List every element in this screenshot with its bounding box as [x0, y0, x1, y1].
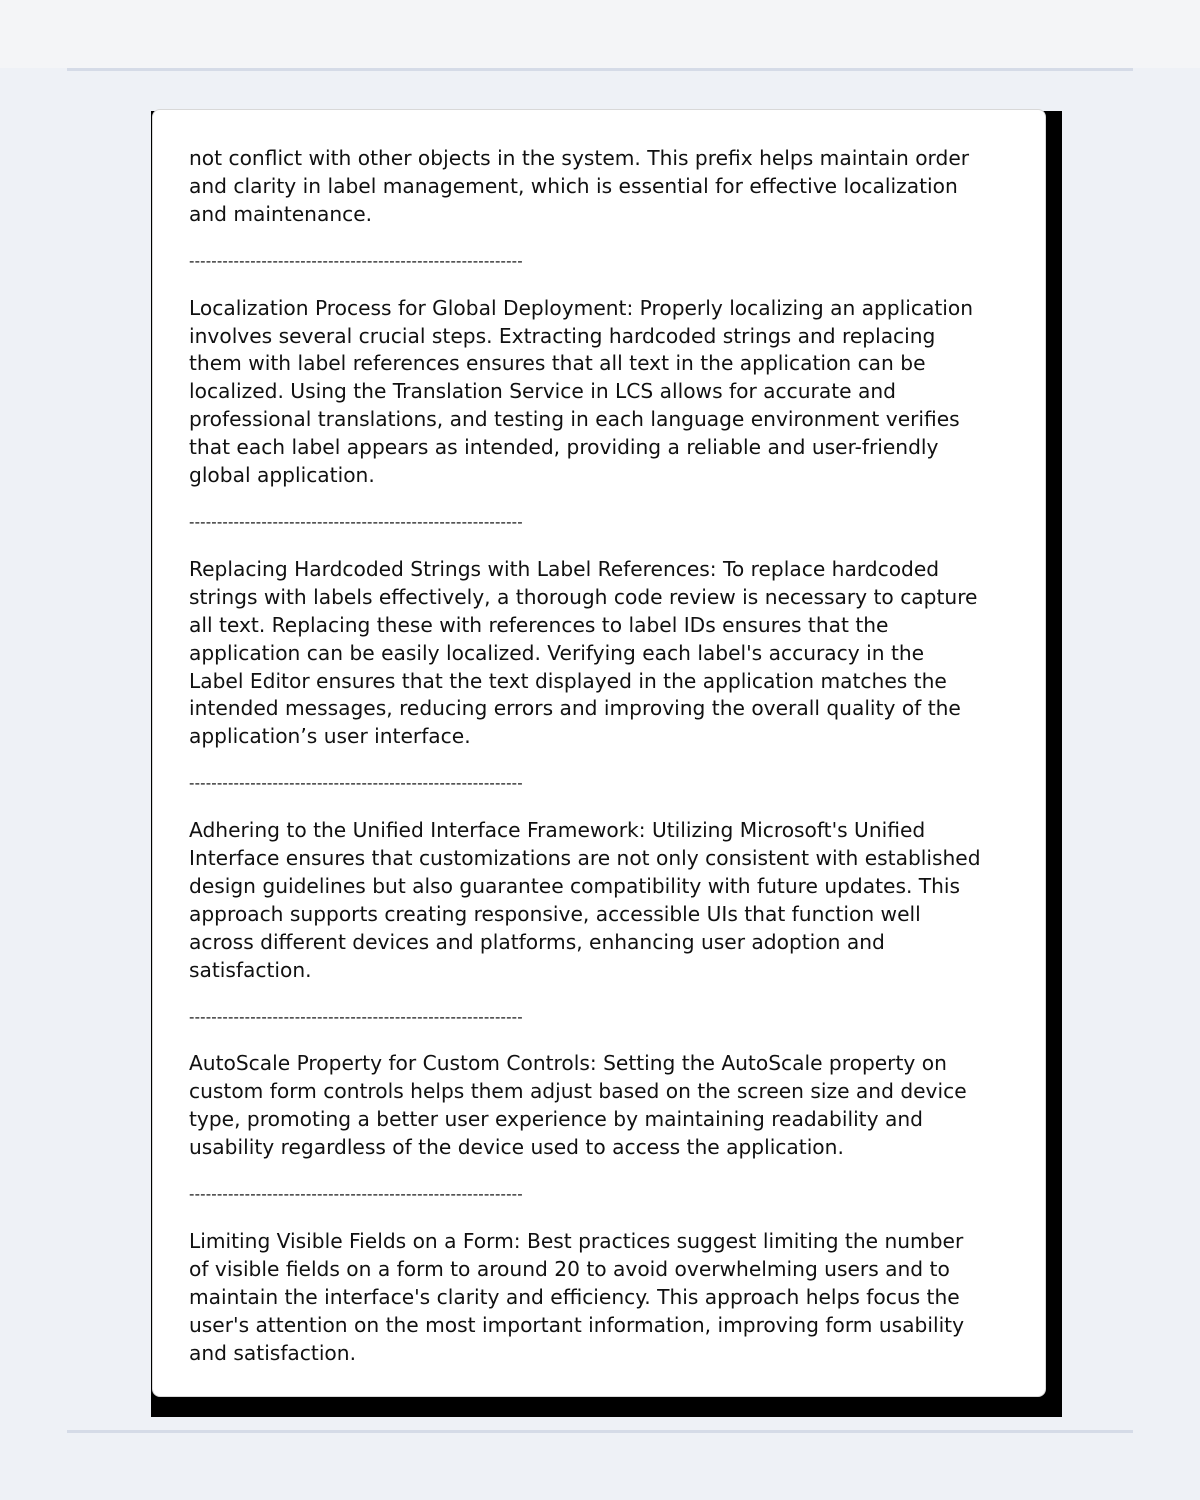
separator-line: ------------------------------------------------------------	[189, 512, 523, 531]
top-bar	[0, 0, 1200, 68]
separator-line: ------------------------------------------------------------	[189, 774, 523, 793]
separator-line: ------------------------------------------------------------	[189, 251, 523, 270]
top-divider	[67, 68, 1133, 71]
paragraph-localization-process: Localization Process for Global Deployment: Properly localizing an application involves several crucial steps. Extracting hardcoded strings and replacing them with label references ensures that all text in the application can be localized. Using the Translation Service in LCS allows for accurate and professional translations, and testing in each language environment verifies that each label appears as intended, providing a reliable and user-friendly global application.	[189, 295, 974, 488]
separator-line: ------------------------------------------------------------	[189, 1185, 523, 1204]
paragraph-autoscale-property: AutoScale Property for Custom Controls: Setting the AutoScale property on custom form controls helps them adjust based on the screen size and device type, promoting a better user experience by maintaining readability and usability regardless of the device used to access the application.	[189, 1051, 967, 1160]
paragraph-replacing-hardcoded-strings: Replacing Hardcoded Strings with Label References: To replace hardcoded strings with labels effectively, a thorough code review is necessary to capture all text. Replacing these with references to label IDs ensures that the application can be easily localized. Verifying each label's accuracy in the Label Editor ensures that the text displayed in the application matches the intended messages, reducing errors and improving the overall quality of the application’s user interface.	[189, 556, 978, 749]
paragraph-prefix-clarity: not conflict with other objects in the system. This prefix helps maintain order and clarity in label management, which is essential for effective localization and maintenance.	[189, 146, 970, 226]
paragraph-unified-interface: Adhering to the Unified Interface Framework: Utilizing Microsoft's Unified Interface ensures that customizations are not only consistent with established design guidelines but also guarantee compatibility with future updates. This approach supports creating responsive, accessible UIs that function well across different devices and platforms, enhancing user adoption and satisfaction.	[189, 818, 981, 982]
bottom-divider	[67, 1430, 1133, 1433]
separator-line: ------------------------------------------------------------	[189, 1007, 523, 1026]
paragraph-limiting-visible-fields: Limiting Visible Fields on a Form: Best practices suggest limiting the number of visible fields on a form to around 20 to avoid overwhelming users and to maintain the interface's clarity and efficiency. This approach helps focus the user's attention on the most important information, improving form usability and satisfaction.	[189, 1229, 965, 1365]
document-card	[152, 109, 1046, 1397]
